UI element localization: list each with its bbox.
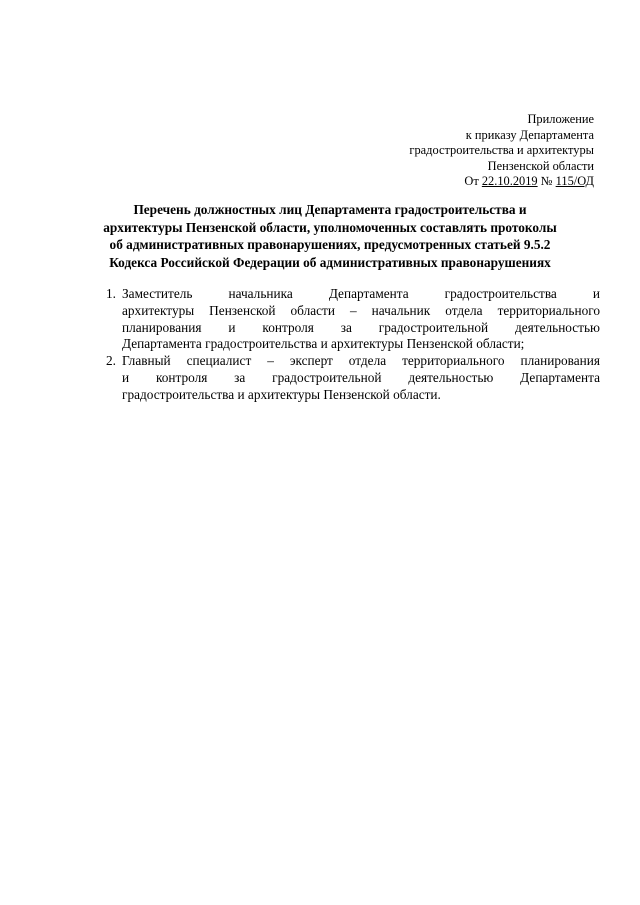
list-item-line: планирования и контроля за градостроительной деятельностью <box>122 319 600 335</box>
title-line-4: Кодекса Российской Федерации об административных правонарушениях <box>109 254 551 270</box>
title-line-3: об административных правонарушениях, предусмотренных статьей 9.5.2 <box>109 237 551 252</box>
document-title <box>60 201 600 271</box>
list-item <box>72 353 600 403</box>
title-line-1: Перечень должностных лиц Департамента градостроительства и <box>133 202 527 217</box>
appendix-order-ref: к приказу Департамента <box>465 127 594 142</box>
number-prefix: № <box>537 174 556 188</box>
list-item-line: Департамента градостроительства и архитектуры Пензенской области; <box>122 336 525 352</box>
appendix-date-line <box>294 174 594 190</box>
list-item-number: 1. <box>106 286 116 301</box>
list-item-line: Главный специалист – эксперт отдела территориального планирования <box>122 353 600 369</box>
date-prefix: От <box>464 174 482 188</box>
list-item <box>72 286 600 353</box>
order-date: 22.10.2019 <box>481 174 538 188</box>
list-item-line: и контроля за градостроительной деятельностью Департамента <box>122 369 600 385</box>
list-item-line: Заместитель начальника Департамента градостроительства и <box>122 286 600 301</box>
appendix-header <box>294 112 594 190</box>
list-item-number: 2. <box>106 353 116 369</box>
title-line-2: архитектуры Пензенской области, уполномоченных составлять протоколы <box>103 219 557 235</box>
appendix-department: градостроительства и архитектуры <box>409 143 594 157</box>
list-item-line: архитектуры Пензенской области – начальник отдела территориального <box>122 302 600 318</box>
appendix-region: Пензенской области <box>487 158 594 173</box>
appendix-title: Приложение <box>527 112 594 126</box>
order-number: 115/ОД <box>555 174 594 188</box>
list-item-line: градостроительства и архитектуры Пензенской области. <box>122 386 441 402</box>
officials-list <box>72 286 600 404</box>
